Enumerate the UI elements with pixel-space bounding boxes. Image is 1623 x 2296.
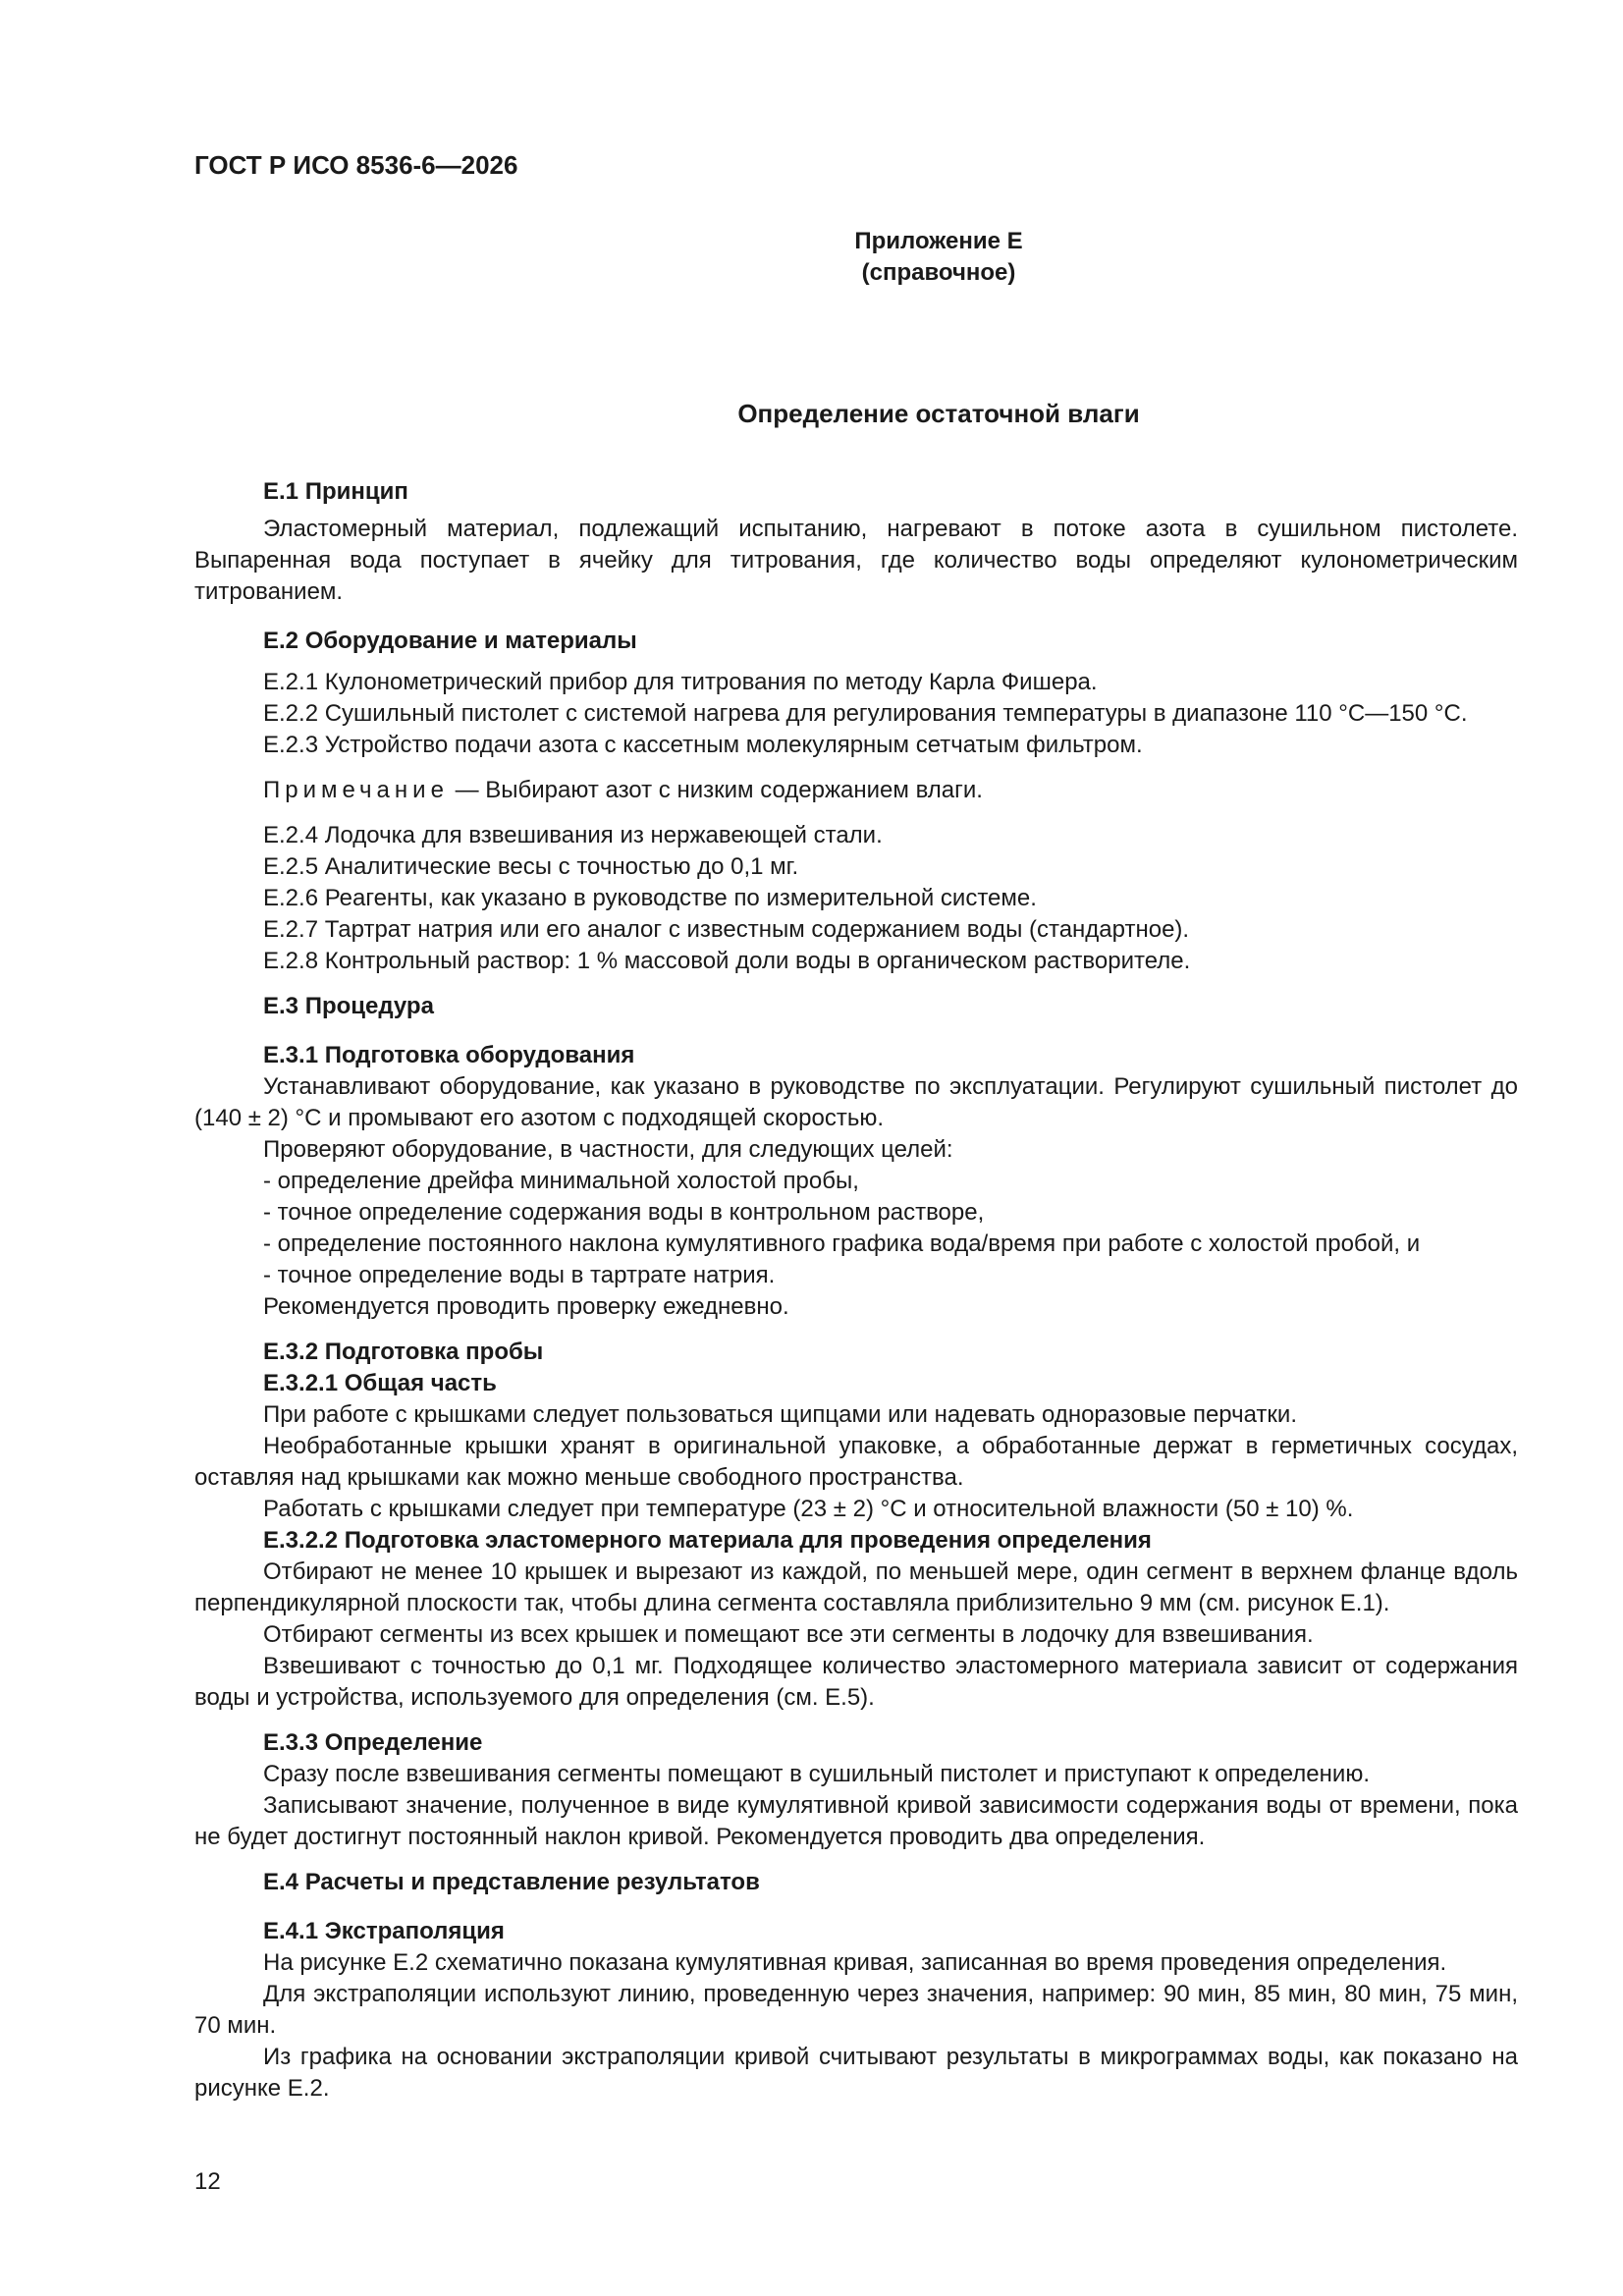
paragraph: Устанавливают оборудование, как указано в руководстве по эксплуатации. Регулируют сушильный пистолет до (140 ± 2) °С и промывают его азотом с подходящей скоростью. (194, 1073, 1518, 1131)
list-item: Е.2.6 Реагенты, как указано в руководстве по измерительной системе. (263, 885, 1037, 911)
paragraph: Отбирают сегменты из всех крышек и помещают все эти сегменты в лодочку для взвешивания. (263, 1621, 1314, 1648)
bullet-item: - точное определение воды в тартрате натрия. (263, 1262, 776, 1288)
list-item: Е.2.3 Устройство подачи азота с кассетным молекулярным сетчатым фильтром. (263, 732, 1143, 758)
document-code: ГОСТ Р ИСО 8536-6—2026 (194, 150, 518, 180)
paragraph: На рисунке Е.2 схематично показана кумулятивная кривая, записанная во время проведения определения. (263, 1949, 1447, 1976)
list-item: Е.2.2 Сушильный пистолет с системой нагрева для регулирования температуры в диапазоне 110 °С—150 °С. (263, 700, 1468, 727)
section-e32-heading: Е.3.2 Подготовка пробы (263, 1339, 544, 1365)
paragraph: Взвешивают с точностью до 0,1 мг. Подходящее количество эластомерного материала зависит от содержания воды и устройства, используемого для определения (см. Е.5). (194, 1653, 1518, 1711)
note-label: Примечание (263, 777, 449, 803)
section-e33-heading: Е.3.3 Определение (263, 1729, 483, 1756)
section-e1-heading: Е.1 Принцип (263, 478, 408, 505)
list-item: Е.2.1 Кулонометрический прибор для титрования по методу Карла Фишера. (263, 669, 1098, 695)
section-e1-text: Эластомерный материал, подлежащий испытанию, нагревают в потоке азота в сушильном пистолете. Выпаренная вода поступает в ячейку для титрования, где количество воды определяют кулонометрическим титрованием. (194, 516, 1518, 605)
annex-type: (справочное) (861, 259, 1016, 286)
paragraph: Проверяют оборудование, в частности, для следующих целей: (263, 1136, 953, 1163)
list-item: Е.2.7 Тартрат натрия или его аналог с известным содержанием воды (стандартное). (263, 916, 1190, 943)
bullet-item: - определение постоянного наклона кумулятивного графика вода/время при работе с холостой пробой, и (263, 1230, 1421, 1257)
paragraph: Отбирают не менее 10 крышек и вырезают из каждой, по меньшей мере, один сегмент в верхнем фланце вдоль перпендикулярной плоскости так, чтобы длина сегмента составляла приблизительно 9 мм (см. рисунок Е.1). (194, 1558, 1518, 1616)
paragraph: Сразу после взвешивания сегменты помещают в сушильный пистолет и приступают к определению. (263, 1761, 1370, 1787)
section-e322-heading: Е.3.2.2 Подготовка эластомерного материала для проведения определения (263, 1527, 1152, 1554)
annex-heading (194, 226, 1518, 289)
paragraph: Работать с крышками следует при температуре (23 ± 2) °С и относительной влажности (50 ± 10) %. (263, 1496, 1354, 1522)
bullet-item: - определение дрейфа минимальной холостой пробы, (263, 1168, 859, 1194)
page-number: 12 (194, 2168, 221, 2195)
paragraph: Записывают значение, полученное в виде кумулятивной кривой зависимости содержания воды от времени, пока не будет достигнут постоянный наклон кривой. Рекомендуется проводить два определения. (194, 1792, 1518, 1850)
bullet-item: - точное определение содержания воды в контрольном растворе, (263, 1199, 985, 1226)
section-e41-heading: Е.4.1 Экстраполяция (263, 1918, 505, 1944)
paragraph: Для экстраполяции используют линию, проведенную через значения, например: 90 мин, 85 мин, 80 мин, 75 мин, 70 мин. (194, 1981, 1518, 2039)
list-item: Е.2.5 Аналитические весы с точностью до 0,1 мг. (263, 853, 799, 880)
section-e4-heading: Е.4 Расчеты и представление результатов (263, 1869, 760, 1895)
list-item: Е.2.8 Контрольный раствор: 1 % массовой доли воды в органическом растворителе. (263, 948, 1191, 974)
document-body (194, 476, 1518, 2105)
note (194, 775, 1518, 806)
section-e2-heading: Е.2 Оборудование и материалы (263, 628, 637, 654)
paragraph: Из графика на основании экстраполяции кривой считывают результаты в микрограммах воды, как показано на рисунке Е.2. (194, 2044, 1518, 2102)
paragraph: Необработанные крышки хранят в оригинальной упаковке, а обработанные держат в герметичных сосудах, оставляя над крышками как можно меньше свободного пространства. (194, 1433, 1518, 1491)
paragraph: При работе с крышками следует пользоваться щипцами или надевать одноразовые перчатки. (263, 1401, 1297, 1428)
section-e321-heading: Е.3.2.1 Общая часть (263, 1370, 497, 1396)
note-text: — Выбирают азот с низким содержанием влаги. (448, 777, 983, 803)
list-item: Е.2.4 Лодочка для взвешивания из нержавеющей стали. (263, 822, 883, 848)
annex-title: Определение остаточной влаги (737, 399, 1140, 428)
section-e31-heading: Е.3.1 Подготовка оборудования (263, 1042, 635, 1068)
section-e3-heading: Е.3 Процедура (263, 993, 434, 1019)
annex-label: Приложение Е (854, 228, 1023, 254)
paragraph: Рекомендуется проводить проверку ежедневно. (263, 1293, 789, 1320)
